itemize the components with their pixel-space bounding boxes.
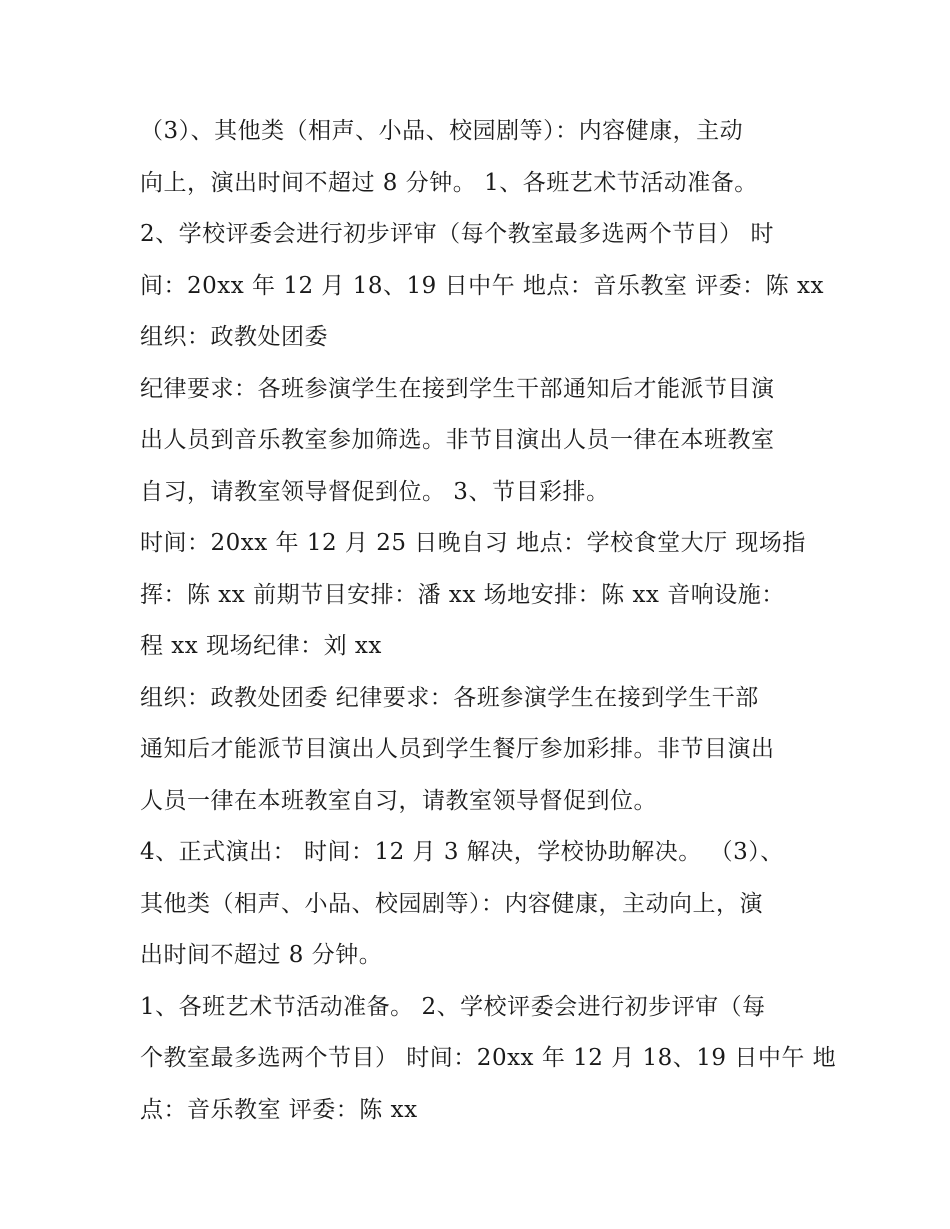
text-line: 其他类（相声、小品、校园剧等）：内容健康，主动向上，演 (140, 890, 763, 917)
text-line: 挥：陈 xx 前期节目安排：潘 xx 场地安排：陈 xx 音响设施： (140, 581, 785, 608)
text-line: 人员一律在本班教室自习，请教室领导督促到位。 (140, 787, 657, 814)
text-line: 4、正式演出： 时间：12 月 3 解决，学校协助解决。 （3）、 (140, 839, 784, 865)
text-line: 纪律要求：各班参演学生在接到学生干部通知后才能派节目演 (140, 375, 775, 402)
text-line: （3）、其他类（相声、小品、校园剧等）：内容健康，主动 (140, 118, 744, 144)
text-line: 自习，请教室领导督促到位。 3、节目彩排。 (140, 478, 610, 505)
text-line: 1、各班艺术节活动准备。 2、学校评委会进行初步评审（每 (140, 993, 766, 1020)
text-line: 组织：政教处团委 (140, 324, 328, 350)
text-line: 2、学校评委会进行初步评审（每个教室最多选两个节目） 时 (140, 221, 774, 247)
text-line: 间：20xx 年 12 月 18、19 日中午 地点：音乐教室 评委：陈 xx (140, 272, 824, 299)
text-line: 组织：政教处团委 纪律要求：各班参演学生在接到学生干部 (140, 684, 759, 711)
text-line: 程 xx 现场纪律：刘 xx (140, 633, 382, 659)
document-body (140, 106, 837, 1136)
text-line: 出时间不超过 8 分钟。 (140, 942, 383, 968)
text-line: 个教室最多选两个节目） 时间：20xx 年 12 月 18、19 日中午 地 (140, 1045, 837, 1071)
text-line: 通知后才能派节目演出人员到学生餐厅参加彩排。非节目演出 (140, 736, 775, 762)
text-line: 时间：20xx 年 12 月 25 日晚自习 地点：学校食堂大厅 现场指 (140, 530, 806, 556)
text-line: 点：音乐教室 评委：陈 xx (140, 1096, 418, 1123)
text-line: 向上，演出时间不超过 8 分钟。 1、各班艺术节活动准备。 (140, 169, 758, 196)
text-line: 出人员到音乐教室参加筛选。非节目演出人员一律在本班教室 (140, 427, 775, 453)
